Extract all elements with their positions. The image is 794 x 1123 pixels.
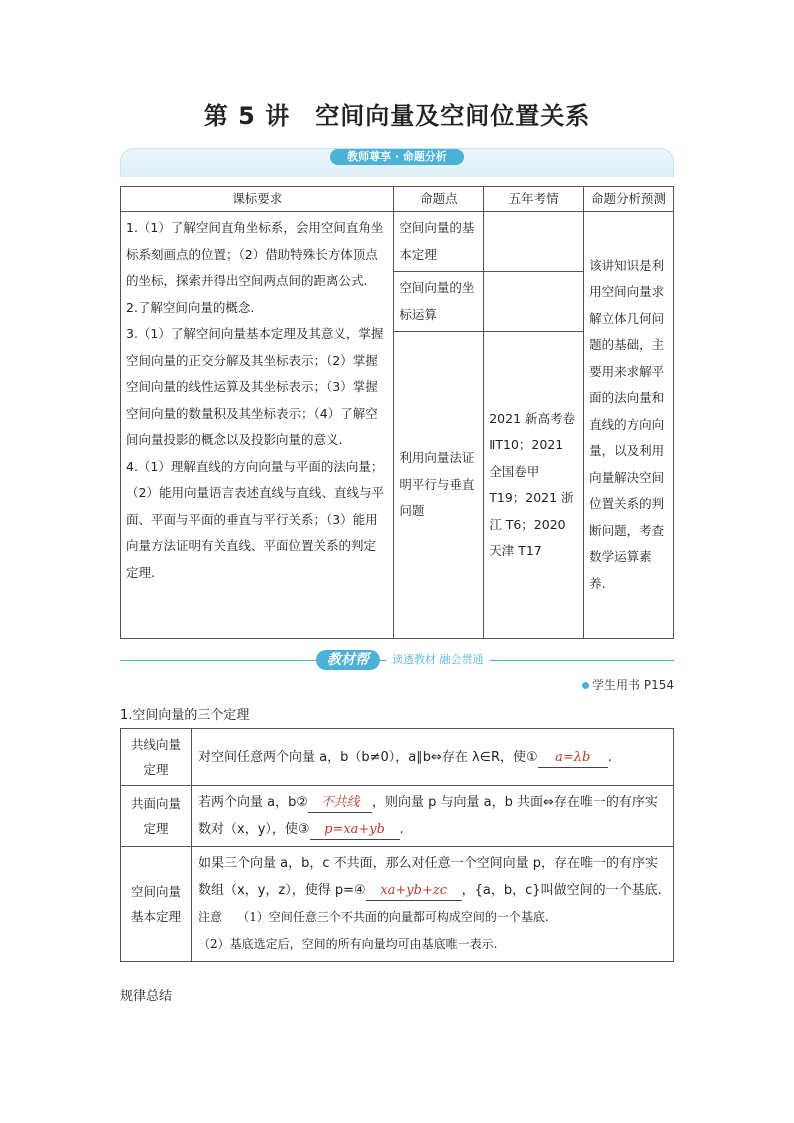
header-prediction: 命题分析预测 [584, 187, 674, 212]
theorem-content: 若两个向量 a，b② 不共线 ，则向量 p 与向量 a，b 共面⇔存在唯一的有序实数对（x，y），使③ p=xa+yb . [192, 786, 674, 847]
theorem-label: 空间向量基本定理 [121, 847, 192, 962]
exam-cell [484, 272, 584, 332]
fill-blank: a=λb [538, 749, 608, 768]
note-text: （2）基底选定后，空间的所有向量均可由基底唯一表示. [198, 937, 498, 951]
section-title: 1.空间向量的三个定理 [120, 708, 250, 723]
point-cell: 利用向量法证明平行与垂直问题 [394, 332, 484, 639]
header-points: 命题点 [394, 187, 484, 212]
prediction-cell: 该讲知识是利用空间向量求解立体几何问题的基础，主要用来求解平面的法向量和直线的方向向量，以及利用向量解决空间位置关系的判断问题，考查数学运算素养. [584, 212, 674, 639]
requirement-item: 1.（1）了解空间直角坐标系，会用空间直角坐标系刻画点的位置；（2）借助特殊长方体顶点的坐标，探索并得出空间两点间的距离公式. [126, 220, 384, 288]
teacher-banner [120, 148, 674, 176]
textbook-banner [120, 650, 674, 670]
banner-label: 教师尊享 · 命题分析 [330, 149, 464, 165]
fill-blank: 不共线 [308, 794, 372, 813]
point-cell: 空间向量的坐标运算 [394, 272, 484, 332]
note-text: （1）空间任意三个不共面的向量都可构成空间的一个基底. [237, 910, 549, 924]
page-title: 第 5 讲 空间向量及空间位置关系 [203, 102, 591, 130]
exam-cell [484, 212, 584, 272]
point-cell: 空间向量的基本定理 [394, 212, 484, 272]
textbook-subtitle: 读透教材 融会贯通 [386, 651, 490, 669]
student-book-ref: 学生用书 P154 [582, 676, 674, 693]
rule-summary-heading: 规律总结 [120, 989, 173, 1004]
theorem-label: 共面向量定理 [121, 786, 192, 847]
fill-blank: xa+yb+zc [366, 882, 462, 901]
textbook-tag: 教材帮 [316, 650, 380, 670]
note-line [198, 904, 667, 931]
requirement-item: 2.了解空间向量的概念. [126, 299, 255, 315]
exam-cell: 2021 新高考卷ⅡT10；2021 全国卷甲 T19；2021 浙江 T6；2020 天津 T17 [484, 332, 584, 639]
theorem-table [120, 728, 674, 962]
analysis-table [120, 186, 674, 639]
bullet-icon [582, 682, 589, 689]
requirement-item: 4.（1）理解直线的方向向量与平面的法向量；（2）能用向量语言表述直线与直线、直线与平面、平面与平面的垂直与平行关系；（3）能用向量方法证明有关直线、平面位置关系的判定定理. [126, 458, 384, 580]
requirement-item: 3.（1）了解空间向量基本定理及其意义，掌握空间向量的正交分解及其坐标表示；（2）掌握空间向量的线性运算及其坐标表示；（3）掌握空间向量的数量积及其坐标表示；（4）了解空间向量投影的概念以及投影向量的意义. [126, 326, 384, 447]
header-requirements: 课标要求 [121, 187, 394, 212]
fill-blank: p=xa+yb [310, 821, 400, 840]
theorem-content: 如果三个向量 a，b，c 不共面，那么对任意一个空间向量 p，存在唯一的有序实数组（x，y，z），使得 p=④ xa+yb+zc ，{a，b，c}叫做空间的一个基底. 注意 （1）空间任意三个不共面的向量都可构成空间的一个基底. （2）基底选定后，空间的所有向量均可由基底唯一表示. [192, 847, 674, 962]
note-label: 注意 [198, 910, 223, 924]
header-exams: 五年考情 [484, 187, 584, 212]
theorem-content: 对空间任意两个向量 a，b（b≠0），a∥b⇔存在 λ∈R，使① a=λb . [192, 729, 674, 786]
requirements-cell [121, 212, 394, 639]
theorem-label: 共线向量定理 [121, 729, 192, 786]
